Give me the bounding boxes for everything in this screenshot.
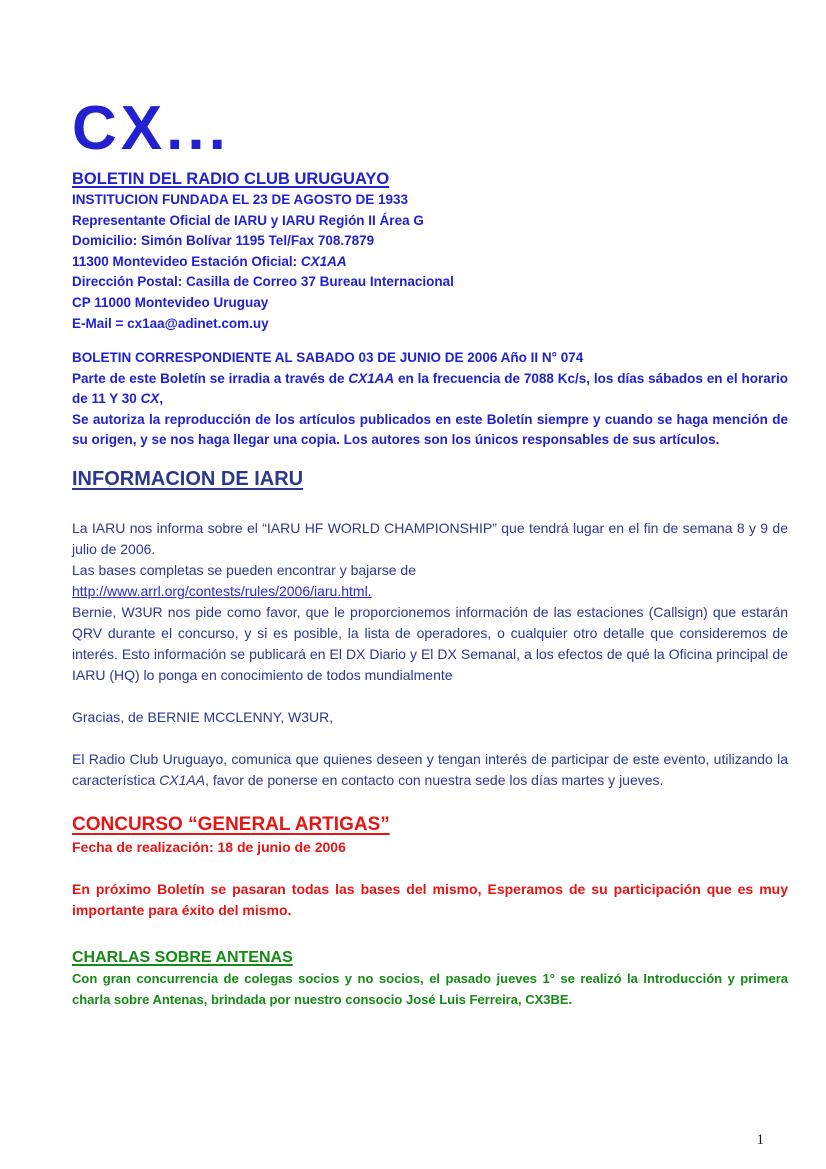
callsign-italic: CX1AA (300, 253, 347, 269)
page-number: 1 (756, 1132, 764, 1148)
text-segment: INFORMACION DE IARU (72, 467, 304, 490)
section-heading-charlas (72, 947, 788, 968)
text-segment: El Radio Club Uruguayo, comunica que quienes deseen y tengan interés de participar de este evento, utilizando la característica (72, 750, 788, 788)
text-segment: INSTITUCION FUNDADA EL 23 DE AGOSTO DE 1933 (72, 192, 409, 207)
bases-info-line (72, 560, 788, 581)
text-segment: BOLETIN CORRESPONDIENTE AL SABADO 03 DE JUNIO DE 2006 Año II N° 074 (72, 350, 584, 366)
callsign-italic: CX1AA (159, 771, 206, 788)
broadcast-info-paragraph (72, 369, 788, 410)
org-founded-line (72, 190, 788, 211)
bernie-request-paragraph (72, 602, 788, 686)
text-segment: BOLETIN DEL RADIO CLUB URUGUAYO (72, 170, 390, 188)
text-segment: Domicilio: Simón Bolívar 1195 Tel/Fax 708.7879 (72, 233, 375, 249)
text-segment: CHARLAS SOBRE ANTENAS (72, 948, 293, 966)
text-segment: 11300 Montevideo Estación Oficial: (72, 253, 301, 269)
text-segment: En próximo Boletín se pasaran todas las bases del mismo, Esperamos de su participación que es muy importante para éxito del mismo. (72, 880, 788, 918)
text-segment: Con gran concurrencia de colegas socios y no socios, el pasado jueves 1° se realizó la Introducción y primera charla sobre Antenas, brindada por nuestro consocio José Luis Ferreira, CX3BE. (72, 970, 788, 1007)
participation-paragraph (72, 749, 788, 791)
org-station-line (72, 252, 788, 273)
callsign-italic: CX (140, 391, 160, 407)
text-segment: Representante Oficial de IARU y IARU Región II Área G (72, 212, 424, 228)
text-segment: E-Mail = cx1aa@adinet.com.uy (72, 315, 269, 331)
text-segment: Se autoriza la reproducción de los artículos publicados en este Boletín siempre y cuando se haga mención de su origen, y se nos haga llegar una copia. Los autores son los únicos responsables de sus artículos. (72, 411, 788, 448)
text-segment: CP 11000 Montevideo Uruguay (72, 294, 269, 310)
section-heading-iaru (72, 466, 788, 492)
text-segment: Las bases completas se pueden encontrar y bajarse de (72, 561, 416, 578)
text-segment: CONCURSO “GENERAL ARTIGAS” (72, 813, 390, 835)
section-heading-concurso (72, 813, 788, 837)
text-segment: , (159, 391, 164, 407)
text-segment: Dirección Postal: Casilla de Correo 37 Bureau Internacional (72, 274, 454, 290)
bulletin-issue-line (72, 348, 788, 369)
text-segment: Parte de este Boletín se irradia a través de (72, 370, 349, 386)
org-name-heading (72, 168, 788, 190)
text-segment: CX... (72, 94, 230, 163)
charlas-paragraph (72, 968, 788, 1010)
text-segment: en la frecuencia de 7088 Kc/s, los días sábados en el horario de 11 Y 30 (72, 370, 788, 407)
org-representative-line (72, 211, 788, 232)
iaru-announcement-paragraph (72, 518, 788, 560)
text-segment: La IARU nos informa sobre el “IARU HF WORLD CHAMPIONSHIP” que tendrá lugar en el fin de semana 8 y 9 de julio de 2006. (72, 519, 788, 557)
document-content (72, 0, 788, 1010)
bulletin-title (72, 96, 788, 162)
contest-date-line (72, 837, 788, 858)
arrl-rules-link[interactable] (72, 581, 788, 602)
text-segment: Bernie, W3UR nos pide como favor, que le proporcionemos información de las estaciones (Callsign) que estarán QRV durante el concurso, y si es posible, la lista de operadores, o cualquier otro detalle que consideremos de interés. Esto información se publicará en El DX Diario y El DX Semanal, a los efectos de qué la Oficina principal de IARU (HQ) lo ponga en conocimiento de todos mundialmente (72, 603, 788, 683)
callsign-italic: CX1AA (348, 370, 395, 386)
blank-line (72, 686, 788, 707)
org-email-line (72, 314, 788, 335)
blank-line (72, 858, 788, 879)
thanks-line (72, 707, 788, 728)
org-postal-line (72, 272, 788, 293)
reproduction-notice-paragraph (72, 410, 788, 451)
text-segment: , favor de ponerse en contacto con nuestra sede los días martes y jueves. (205, 771, 664, 788)
blank-line (72, 728, 788, 749)
org-cp-line (72, 293, 788, 314)
text-segment: http://www.arrl.org/contests/rules/2006/iaru.html. (72, 582, 372, 599)
contest-info-paragraph (72, 879, 788, 921)
text-segment: Gracias, de BERNIE MCCLENNY, W3UR, (72, 708, 334, 725)
text-segment: Fecha de realización: 18 de junio de 2006 (72, 838, 346, 855)
org-address-line (72, 231, 788, 252)
